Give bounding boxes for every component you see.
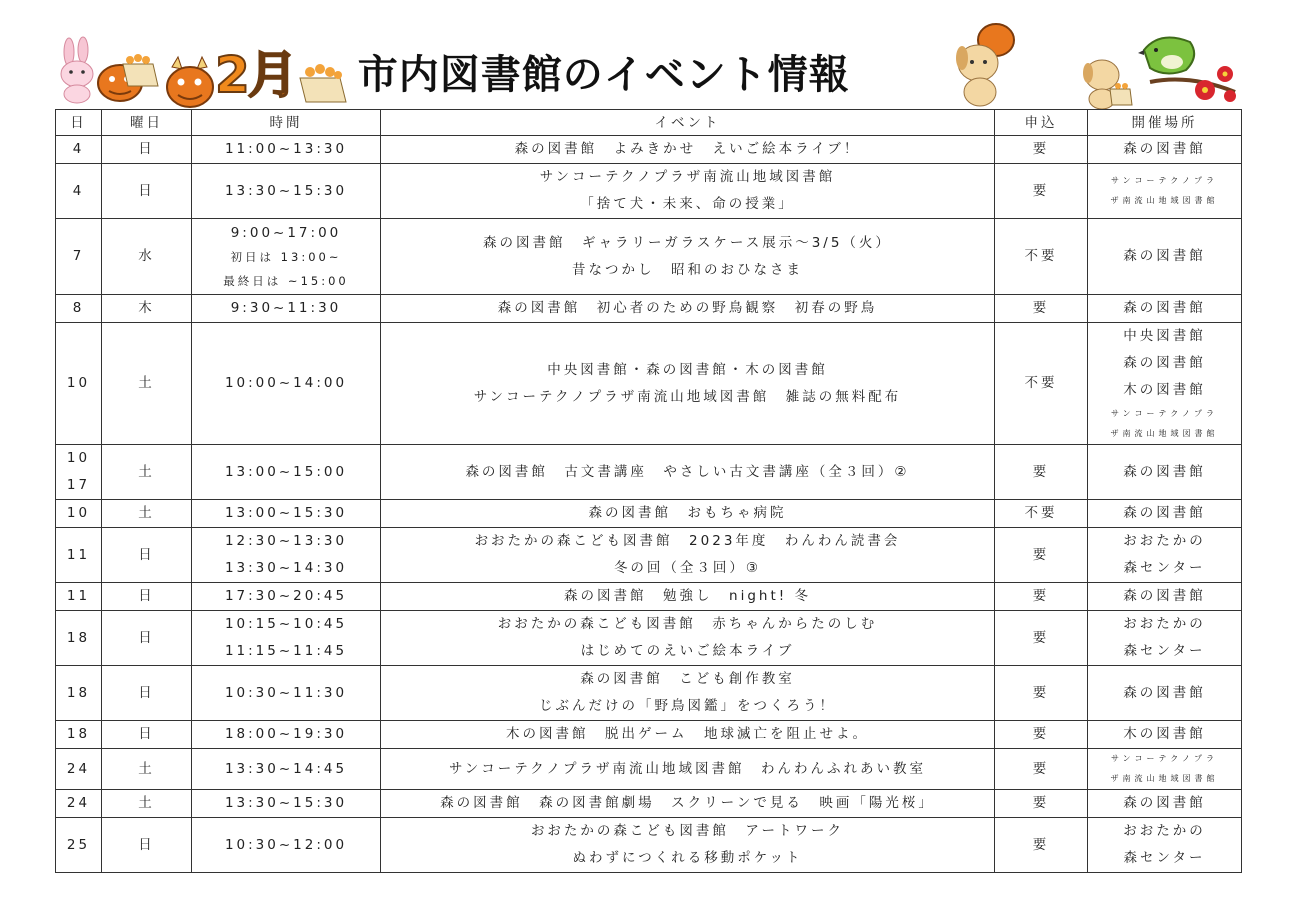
- time-cell-line: 13:30~15:30: [224, 182, 348, 199]
- venue-cell-line: おおたかの: [1123, 823, 1206, 839]
- weekday-cell: 土: [102, 500, 192, 528]
- application-cell: 要: [995, 445, 1088, 500]
- time-cell-line: 13:30~14:45: [224, 760, 348, 777]
- time-cell: [192, 790, 381, 818]
- event-cell-line: 森の図書館 ギャラリーガラスケース展示～3/5（火）: [483, 234, 892, 251]
- time-cell-line: 10:30~12:00: [224, 836, 348, 853]
- time-cell-line: 最終日は ~15:00: [223, 273, 349, 288]
- time-cell: [192, 219, 381, 295]
- venue-cell-line: 森の図書館: [1123, 505, 1206, 521]
- event-cell: [381, 323, 995, 445]
- table-row: [56, 666, 1242, 721]
- weekday-cell: 土: [102, 790, 192, 818]
- venue-cell-line: 森の図書館: [1123, 588, 1206, 604]
- time-cell-line: 11:00~13:30: [224, 141, 348, 157]
- venue-cell: [1088, 721, 1242, 749]
- time-cell-line: 17:30~20:45: [224, 588, 348, 604]
- venue-cell: [1088, 749, 1242, 790]
- weekday-cell: 日: [102, 136, 192, 164]
- day-cell: [56, 528, 102, 583]
- table-row: [56, 790, 1242, 818]
- application-cell: 要: [995, 295, 1088, 323]
- day-cell: [56, 611, 102, 666]
- table-row: [56, 445, 1242, 500]
- event-cell-line: 森の図書館 こども創作教室: [580, 671, 795, 687]
- event-cell-line: 森の図書館 おもちゃ病院: [588, 505, 787, 521]
- table-row: [56, 323, 1242, 445]
- venue-cell-line: 森センター: [1123, 850, 1206, 866]
- event-cell: [381, 528, 995, 583]
- venue-cell-line: 森センター: [1123, 643, 1206, 659]
- event-cell: [381, 666, 995, 721]
- header-application: 申込: [995, 110, 1088, 136]
- event-cell: [381, 164, 995, 219]
- venue-cell-line: サンコーテクノプラ: [1110, 176, 1219, 185]
- page-title: 市内図書館のイベント情報: [357, 51, 850, 98]
- header-venue: 開催場所: [1088, 110, 1242, 136]
- application-cell: 要: [995, 136, 1088, 164]
- venue-cell: [1088, 136, 1242, 164]
- event-cell-line: サンコーテクノプラザ南流山地域図書館 雑誌の無料配布: [473, 388, 902, 405]
- day-cell: [56, 500, 102, 528]
- day-cell-line: 7: [72, 248, 85, 264]
- time-cell-line: 13:00~15:00: [224, 463, 348, 480]
- time-cell-line: 12:30~13:30: [224, 533, 348, 549]
- venue-cell-line: サンコーテクノプラ: [1110, 754, 1219, 763]
- events-table: [55, 109, 1242, 873]
- month-label: 2月: [215, 46, 296, 104]
- time-cell-line: 10:00~14:00: [224, 375, 348, 391]
- event-cell: [381, 219, 995, 295]
- day-cell-line: 10: [66, 450, 91, 466]
- time-cell: [192, 666, 381, 721]
- day-cell-line: 11: [66, 546, 91, 563]
- table-row: [56, 136, 1242, 164]
- application-cell: 要: [995, 721, 1088, 749]
- day-cell: [56, 583, 102, 611]
- time-cell: [192, 445, 381, 500]
- venue-cell: [1088, 611, 1242, 666]
- time-cell: [192, 611, 381, 666]
- venue-cell-line: 森の図書館: [1123, 300, 1206, 316]
- venue-cell-line: 森の図書館: [1123, 141, 1206, 157]
- venue-cell-line: 森の図書館: [1123, 684, 1206, 701]
- event-cell-line: 森の図書館 森の図書館劇場 スクリーンで見る 映画「陽光桜」: [440, 795, 935, 811]
- weekday-cell: 日: [102, 611, 192, 666]
- day-cell: [56, 790, 102, 818]
- venue-cell-line: 森の図書館: [1123, 248, 1206, 264]
- weekday-cell: 日: [102, 164, 192, 219]
- table-row: [56, 500, 1242, 528]
- application-cell: 要: [995, 666, 1088, 721]
- event-cell-line: おおたかの森こども図書館 アートワーク: [530, 823, 845, 839]
- header-day: 日: [56, 110, 102, 136]
- application-cell: 不要: [995, 500, 1088, 528]
- day-cell-line: 4: [72, 182, 85, 199]
- weekday-cell: 水: [102, 219, 192, 295]
- day-cell-line: 18: [66, 726, 91, 742]
- venue-cell: [1088, 583, 1242, 611]
- venue-cell-line: ザ南流山地域図書館: [1110, 429, 1219, 438]
- time-cell: [192, 164, 381, 219]
- event-cell-line: 森の図書館 勉強し night! 冬: [564, 588, 811, 604]
- table-row: [56, 749, 1242, 790]
- application-cell: 要: [995, 749, 1088, 790]
- table-header-row: [56, 110, 1242, 136]
- venue-cell-line: サンコーテクノプラ: [1110, 409, 1219, 418]
- time-cell: [192, 295, 381, 323]
- venue-cell: [1088, 500, 1242, 528]
- venue-cell-line: 森の図書館: [1123, 355, 1206, 371]
- time-cell: [192, 721, 381, 749]
- time-cell: [192, 136, 381, 164]
- time-cell-line: 11:15~11:45: [224, 643, 348, 659]
- day-cell-line: 18: [66, 629, 91, 646]
- venue-cell-line: 木の図書館: [1123, 726, 1206, 742]
- time-cell-line: 10:15~10:45: [224, 616, 348, 632]
- header-event: イベント: [381, 110, 995, 136]
- weekday-cell: 日: [102, 583, 192, 611]
- day-cell-line: 8: [72, 300, 85, 316]
- event-cell-line: サンコーテクノプラザ南流山地域図書館: [539, 169, 836, 185]
- event-cell-line: 森の図書館 初心者のための野鳥観察 初春の野鳥: [497, 300, 878, 316]
- day-cell: [56, 818, 102, 873]
- event-cell: [381, 136, 995, 164]
- venue-cell: [1088, 445, 1242, 500]
- table-row: [56, 583, 1242, 611]
- day-cell-line: 24: [66, 795, 91, 811]
- application-cell: 要: [995, 790, 1088, 818]
- time-cell-line: 13:30~14:30: [224, 560, 348, 576]
- event-cell: [381, 721, 995, 749]
- time-cell-line: 9:00~17:00: [230, 224, 342, 241]
- event-cell-line: おおたかの森こども図書館 赤ちゃんからたのしむ: [497, 616, 878, 632]
- time-cell: [192, 583, 381, 611]
- day-cell: [56, 445, 102, 500]
- header-time: 時間: [192, 110, 381, 136]
- time-cell-line: 10:30~11:30: [224, 684, 348, 701]
- table-row: [56, 818, 1242, 873]
- application-cell: 不要: [995, 219, 1088, 295]
- weekday-cell: 日: [102, 528, 192, 583]
- event-cell: [381, 790, 995, 818]
- application-cell: 要: [995, 528, 1088, 583]
- day-cell: [56, 749, 102, 790]
- time-cell: [192, 818, 381, 873]
- event-cell-line: ぬわずにつくれる移動ポケット: [572, 850, 803, 866]
- page-header: [0, 0, 1295, 110]
- application-cell: 要: [995, 164, 1088, 219]
- weekday-cell: 土: [102, 445, 192, 500]
- day-cell-line: 11: [66, 588, 91, 604]
- day-cell: [56, 295, 102, 323]
- venue-cell-line: ザ南流山地域図書館: [1110, 196, 1219, 205]
- weekday-cell: 日: [102, 721, 192, 749]
- weekday-cell: 木: [102, 295, 192, 323]
- table-row: [56, 219, 1242, 295]
- venue-cell: [1088, 528, 1242, 583]
- event-cell-line: はじめてのえいご絵本ライブ: [580, 643, 795, 659]
- event-cell: [381, 583, 995, 611]
- oni-mask-icon: [162, 55, 217, 110]
- bean-box-icon: [118, 50, 163, 90]
- time-cell-line: 13:00~15:30: [224, 505, 348, 521]
- venue-cell: [1088, 818, 1242, 873]
- event-cell-line: 森の図書館 よみきかせ えいご絵本ライブ！: [514, 141, 861, 157]
- weekday-cell: 土: [102, 323, 192, 445]
- day-cell-line: 25: [66, 836, 91, 853]
- venue-cell-line: 木の図書館: [1123, 382, 1206, 398]
- venue-cell-line: 森の図書館: [1123, 795, 1206, 811]
- time-cell-line: 初日は 13:00~: [230, 249, 342, 264]
- table-row: [56, 528, 1242, 583]
- venue-cell: [1088, 219, 1242, 295]
- event-cell-line: 森の図書館 古文書講座 やさしい古文書講座（全３回）②: [465, 463, 910, 480]
- rabbit-icon: [55, 38, 100, 103]
- time-cell-line: 13:30~15:30: [224, 795, 348, 811]
- venue-cell-line: 森センター: [1123, 560, 1206, 576]
- venue-cell: [1088, 790, 1242, 818]
- event-cell-line: サンコーテクノプラザ南流山地域図書館 わんわんふれあい教室: [448, 760, 926, 777]
- venue-cell-line: おおたかの: [1123, 616, 1206, 632]
- day-cell: [56, 323, 102, 445]
- day-cell: [56, 721, 102, 749]
- plum-blossom-icon: [1185, 60, 1240, 105]
- venue-cell: [1088, 295, 1242, 323]
- event-cell: [381, 611, 995, 666]
- venue-cell: [1088, 323, 1242, 445]
- table-body: [56, 136, 1242, 873]
- event-cell-line: 中央図書館・森の図書館・木の図書館: [547, 361, 828, 378]
- time-cell: [192, 528, 381, 583]
- day-cell-line: 18: [66, 684, 91, 701]
- venue-cell: [1088, 164, 1242, 219]
- day-cell-line: 10: [66, 505, 91, 521]
- day-cell-line: 10: [66, 375, 91, 391]
- event-cell: [381, 295, 995, 323]
- time-cell: [192, 749, 381, 790]
- dog-beans-icon: [1080, 55, 1135, 110]
- table-row: [56, 295, 1242, 323]
- venue-cell-line: おおたかの: [1123, 533, 1206, 549]
- venue-cell-line: 森の図書館: [1123, 463, 1206, 480]
- day-cell-line: 24: [66, 760, 91, 777]
- time-cell-line: 18:00~19:30: [224, 726, 348, 742]
- weekday-cell: 日: [102, 818, 192, 873]
- event-cell-line: 冬の回（全３回）③: [613, 560, 762, 576]
- weekday-cell: 日: [102, 666, 192, 721]
- event-cell: [381, 818, 995, 873]
- event-cell-line: 木の図書館 脱出ゲーム 地球滅亡を阻止せよ。: [506, 726, 869, 742]
- table-row: [56, 164, 1242, 219]
- dog-oni-icon: [948, 18, 1023, 108]
- venue-cell-line: 中央図書館: [1123, 328, 1206, 344]
- application-cell: 要: [995, 611, 1088, 666]
- venue-cell: [1088, 666, 1242, 721]
- header-weekday: 曜日: [102, 110, 192, 136]
- event-cell: [381, 445, 995, 500]
- time-cell: [192, 500, 381, 528]
- event-cell: [381, 500, 995, 528]
- event-cell-line: おおたかの森こども図書館 2023年度 わんわん読書会: [474, 533, 901, 549]
- day-cell: [56, 136, 102, 164]
- application-cell: 不要: [995, 323, 1088, 445]
- application-cell: 要: [995, 583, 1088, 611]
- table-row: [56, 721, 1242, 749]
- time-cell-line: 9:30~11:30: [230, 300, 342, 316]
- event-cell-line: じぶんだけの「野鳥図鑑」をつくろう！: [539, 698, 836, 714]
- event-cell-line: 「捨て犬・未来、命の授業」: [580, 196, 795, 212]
- day-cell: [56, 164, 102, 219]
- application-cell: 要: [995, 818, 1088, 873]
- day-cell: [56, 219, 102, 295]
- weekday-cell: 土: [102, 749, 192, 790]
- day-cell-line: 4: [72, 141, 85, 157]
- event-cell: [381, 749, 995, 790]
- day-cell-line: 17: [66, 477, 91, 493]
- time-cell: [192, 323, 381, 445]
- venue-cell-line: ザ南流山地域図書館: [1110, 774, 1219, 783]
- event-cell-line: 昔なつかし 昭和のおひなさま: [572, 261, 803, 278]
- day-cell: [56, 666, 102, 721]
- table-row: [56, 611, 1242, 666]
